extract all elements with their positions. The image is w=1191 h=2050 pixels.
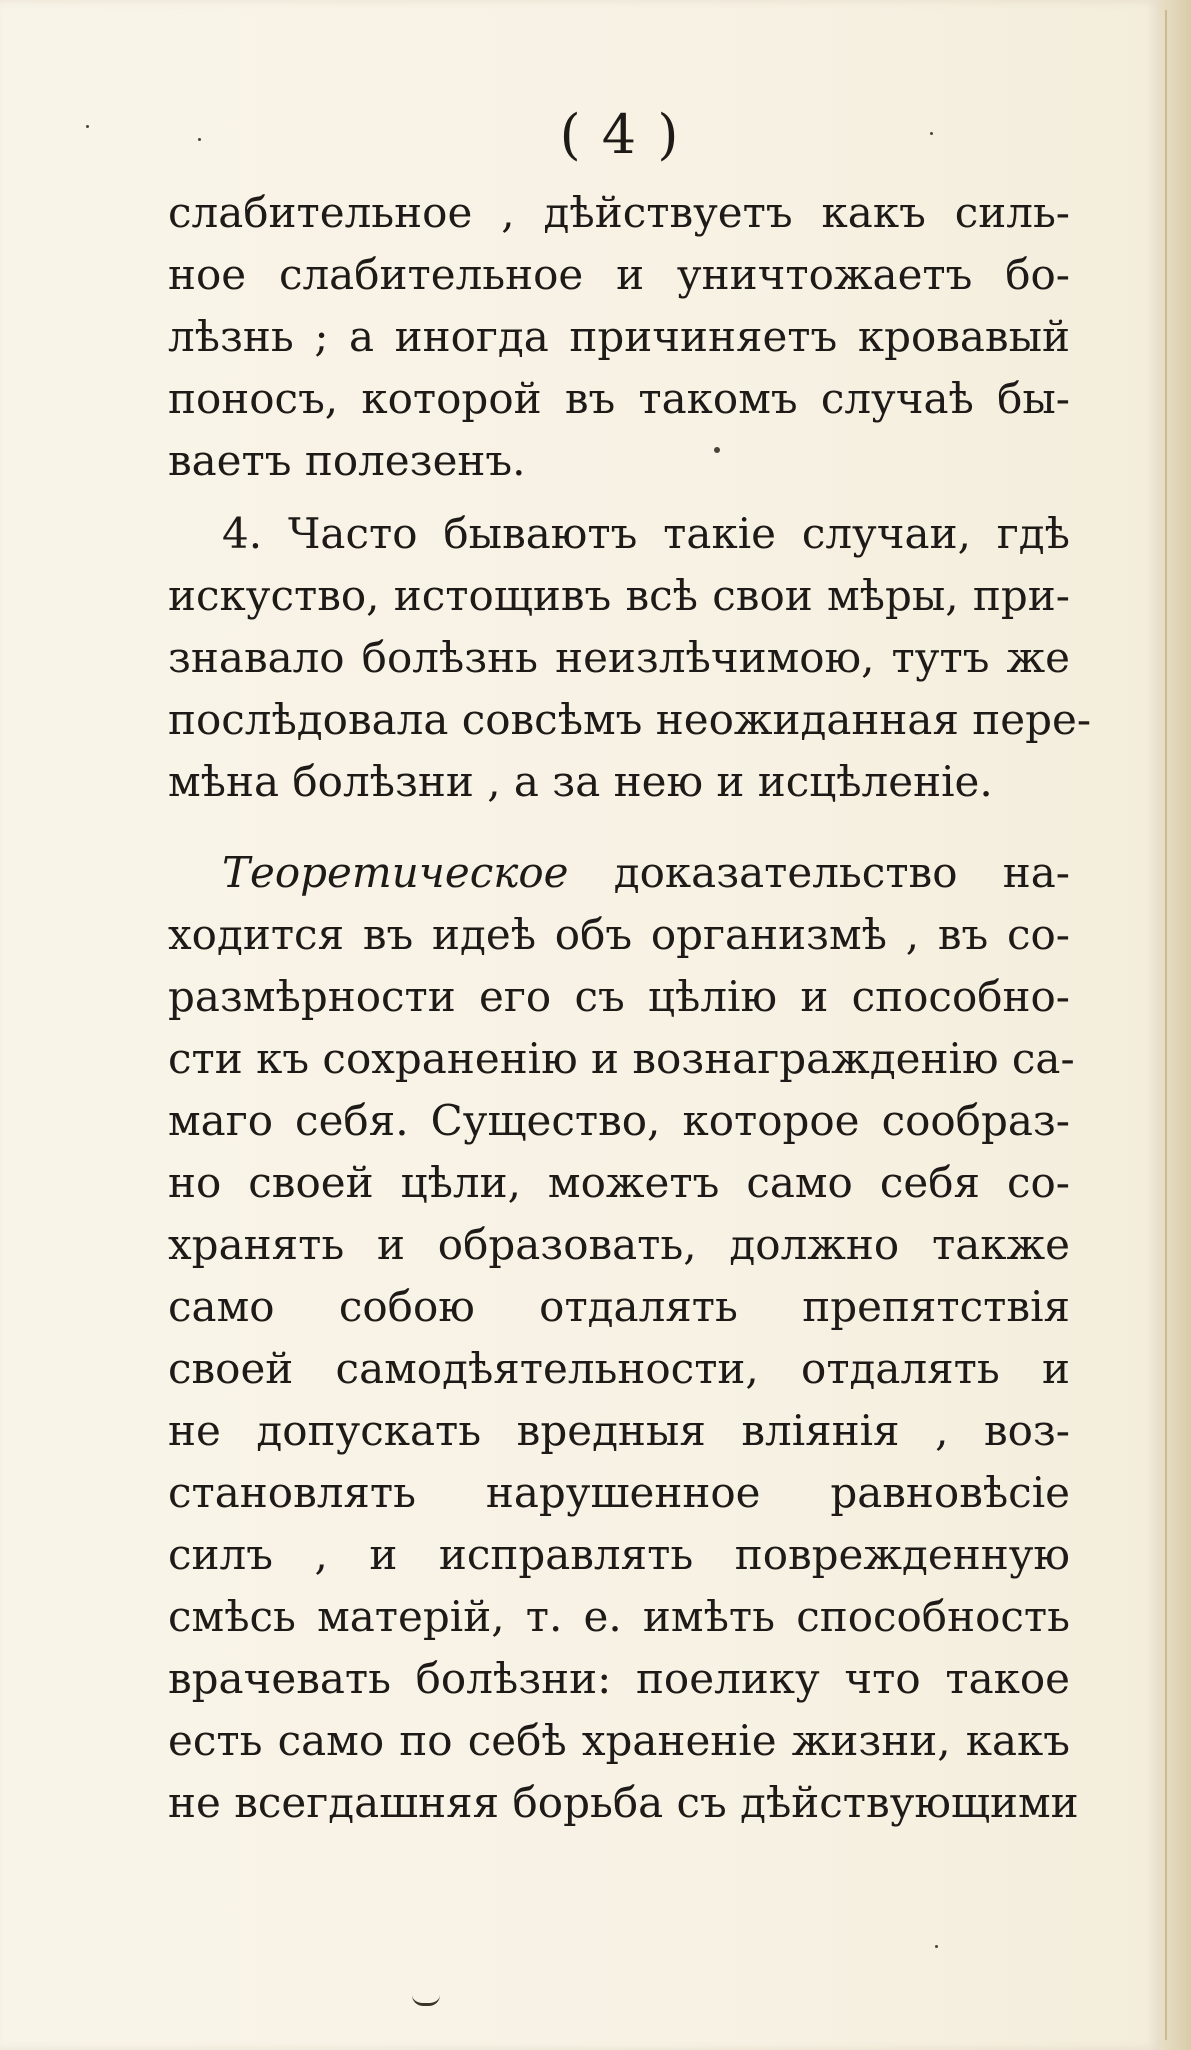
text-line: ваетъ полезенъ. [168, 436, 526, 485]
text-line: ходится въ идеѣ объ организмѣ , въ со- [168, 910, 1070, 959]
text-line-first [168, 842, 1070, 904]
text-line: ное слабительное и уничтожаетъ бо- [168, 250, 1070, 299]
paper-speck [86, 125, 89, 128]
text-line: размѣрности его съ цѣлію и способно- [168, 972, 1070, 1021]
text-line: сти къ сохраненію и вознагражденію са- [168, 1034, 1075, 1083]
text-line: смѣсь матерій, т. е. имѣть способность [168, 1592, 1070, 1641]
text-line: не допускать вредныя вліянія , воз- [168, 1406, 1070, 1455]
text-line: лѣзнь ; а иногда причиняетъ кровавый [168, 312, 1070, 361]
paragraph-2 [168, 503, 1092, 813]
text-line: своей самодѣятельности, отдалять и [168, 1344, 1070, 1393]
text-line: 4. Часто бываютъ такіе случаи, гдѣ [222, 509, 1070, 558]
paper-speck [930, 132, 933, 135]
text-line: силъ , и исправлять поврежденную [168, 1530, 1070, 1579]
text-line: слабительное , дѣйствуетъ какъ силь- [168, 188, 1070, 237]
text-line: искуство, истощивъ всѣ свои мѣры, при- [168, 571, 1070, 620]
paragraph-3 [168, 842, 1079, 1834]
text-fragment: доказательство на- [613, 848, 1070, 897]
paper-speck [198, 138, 201, 141]
text-line: маго себя. Существо, которое сообраз- [168, 1096, 1070, 1145]
text-line: мѣна болѣзни , а за нею и исцѣленіе. [168, 757, 993, 806]
text-line: хранять и образовать, должно также [168, 1220, 1070, 1269]
text-line: знавало болѣзнь неизлѣчимою, тутъ же [168, 633, 1070, 682]
text-line: послѣдовала совсѣмъ неожиданная пере- [168, 695, 1092, 744]
text-line: есть само по себѣ храненіе жизни, какъ [168, 1716, 1070, 1765]
paragraph-1 [168, 182, 1070, 492]
text-line: не всегдашняя борьба съ дѣйствующими [168, 1778, 1079, 1827]
text-line: врачевать болѣзни: поелику что такое [168, 1654, 1070, 1703]
page-edge-line [1165, 10, 1167, 2040]
italic-term: Теоретическое [222, 848, 569, 897]
text-line: поносъ, которой въ такомъ случаѣ бы- [168, 374, 1070, 423]
text-line: становлять нарушенное равновѣсіе [168, 1468, 1070, 1517]
text-line: но своей цѣли, можетъ само себя со- [168, 1158, 1070, 1207]
ink-mark [412, 1995, 440, 2006]
page-number: ( 4 ) [559, 103, 681, 166]
paper-speck [935, 1945, 938, 1948]
text-line: само собою отдалять препятствія [168, 1282, 1070, 1331]
paper-speck [714, 447, 720, 453]
